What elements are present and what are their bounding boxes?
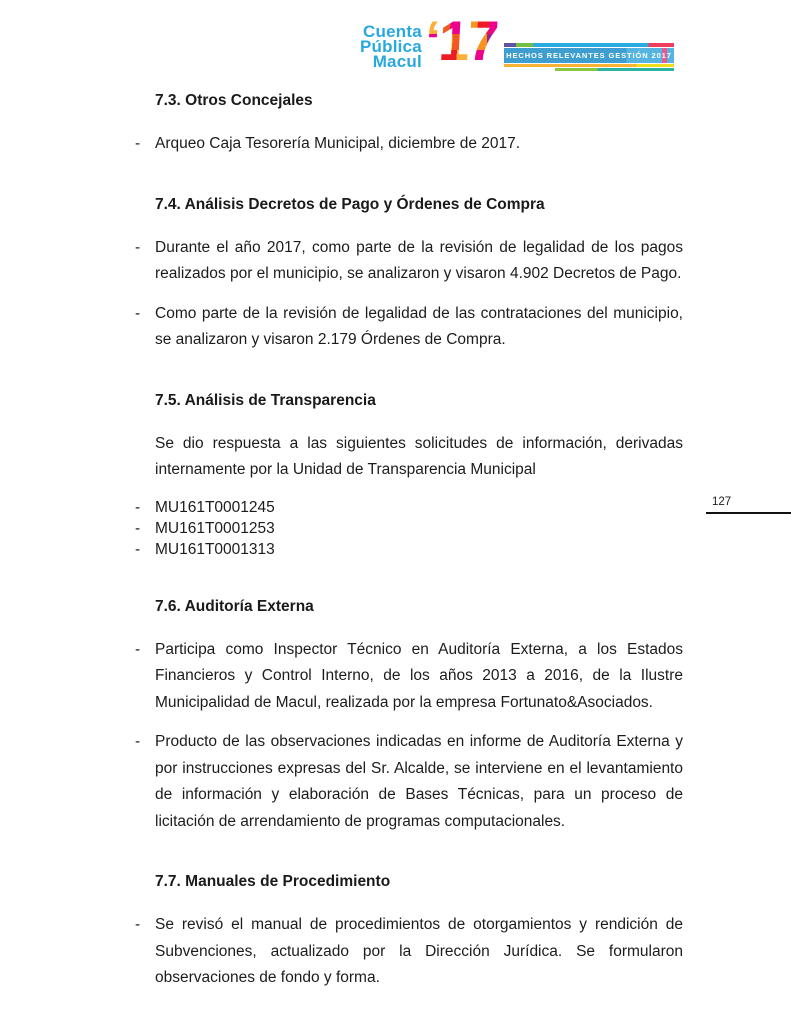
bullet-dash: - [135,540,141,558]
list-item [135,131,683,158]
item-text: MU161T0001253 [155,519,275,537]
page-number [706,496,791,514]
item-text: Arqueo Caja Tesorería Municipal, diciembre de 2017. [155,135,521,152]
document-body [135,86,683,1005]
list-item [135,912,683,992]
list-item [135,301,683,354]
paragraph [155,431,683,484]
section-heading: 7.6. Auditoría Externa [155,597,314,615]
header-banner [504,43,674,71]
section-heading: 7.4. Análisis Decretos de Pago y Órdenes de Compra [155,195,545,213]
document-section [135,392,683,560]
banner-stripe-top [504,43,674,47]
list-item [135,729,683,835]
item-text: Se revisó el manual de procedimientos de otorgamientos y rendición de Subvenciones, actualizado por la Dirección Jurídica. Se formularon observaciones de fondo y forma. [155,916,683,986]
list-item [135,497,683,518]
item-text: MU161T0001245 [155,498,275,516]
item-text: Como parte de la revisión de legalidad de las contrataciones del municipio, se analizaron y visaron 2.179 Órdenes de Compra. [155,304,683,348]
document-section [135,598,683,836]
section-items [135,912,683,992]
list-item [135,539,683,560]
list-item [135,518,683,539]
banner-stripe-teal [504,68,674,71]
section-items [135,235,683,354]
section-heading: 7.5. Análisis de Transparencia [155,391,376,409]
bullet-dash: - [135,519,141,537]
page-number-value: 127 [712,496,732,508]
bullet-dash: - [135,135,141,152]
item-text: Se dio respuesta a las siguientes solicitudes de información, derivadas internamente por la Unidad de Transparencia Municipal [155,434,683,478]
bullet-dash: - [135,640,141,658]
banner-title: HECHOS RELEVANTES GESTIÓN 2017 [504,48,674,63]
logo-wordmark [360,24,422,69]
section-items [135,637,683,836]
item-text: Durante el año 2017, como parte de la revisión de legalidad de los pagos realizados por el municipio, se analizaron y visaron 4.902 Decretos de Pago. [155,238,683,282]
bullet-dash: - [135,498,141,516]
list-item [135,235,683,288]
item-text: Participa como Inspector Técnico en Auditoría Externa, a los Estados Financieros y Control Interno, de los años 2013 a 2016, de la Ilustre Municipalidad de Macul, realizada por la empresa Fortunato&Asociados. [155,640,683,711]
section-items [135,131,683,158]
item-text: Producto de las observaciones indicadas en informe de Auditoría Externa y por instrucciones expresas del Sr. Alcalde, se interviene en el levantamiento de información y elaboración de Bases Técnicas, para un proceso de licitación de arrendamiento de programas computacionales. [155,733,683,830]
list-item [135,637,683,717]
logo-word-cuenta: Cuenta [363,22,422,41]
bullet-dash: - [135,733,141,750]
document-section [135,873,683,992]
bullet-dash: - [135,304,141,322]
section-items [135,431,683,560]
bullet-dash: - [135,238,141,256]
document-section [135,92,683,158]
item-text: MU161T0001313 [155,540,275,558]
section-heading: 7.3. Otros Concejales [155,92,313,109]
banner-stripe-orange [504,64,674,67]
bullet-dash: - [135,916,141,933]
logo-word-publica: Pública [360,37,422,56]
logo-year-17: ‘17 [423,9,499,72]
logo-word-macul: Macul [372,52,422,71]
document-section [135,196,683,354]
section-heading: 7.7. Manuales de Procedimiento [155,873,391,890]
sections-container [135,92,683,992]
header-logo [360,9,499,72]
